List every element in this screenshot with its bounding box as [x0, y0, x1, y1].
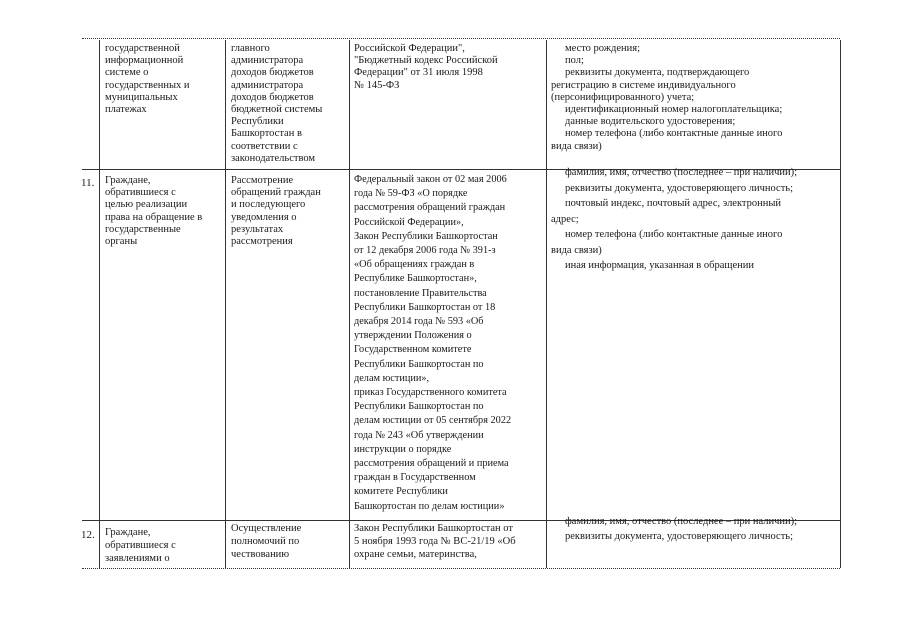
text-line: Республике Башкортостан»,: [354, 273, 477, 285]
col-line: [546, 40, 547, 568]
text-line: 5 ноября 1993 года № ВС-21/19 «Об: [354, 536, 516, 547]
text-line: полномочий по: [231, 536, 300, 547]
text-line: главного: [231, 43, 270, 54]
text-line: постановление Правительства: [354, 287, 487, 299]
row12-col2: [231, 522, 346, 568]
row12-col4: [551, 514, 835, 568]
row11-col1: [105, 175, 220, 515]
row11-col2: [231, 175, 346, 515]
text-line: инструкции о порядке: [354, 443, 452, 455]
text-line: администратора: [231, 55, 304, 67]
text-line: целью реализации: [105, 199, 188, 211]
text-line: Федеральный закон от 02 мая 2006: [354, 174, 507, 185]
text-line: органы: [105, 236, 138, 248]
text-line: номер телефона (либо контактные данные иного: [565, 128, 783, 140]
text-line: доходов бюджетов: [231, 91, 314, 103]
text-line: системе о: [105, 67, 149, 79]
text-line: почтовый индекс, почтовый адрес, электронный: [565, 198, 782, 209]
text-line: Рассмотрение: [231, 175, 294, 186]
text-line: комитете Республики: [354, 486, 448, 498]
text-line: «Об обращениях граждан в: [354, 259, 475, 271]
text-line: место рождения;: [565, 43, 641, 54]
text-line: охране семьи, материнства,: [354, 549, 477, 560]
text-line: информационной: [105, 55, 184, 67]
text-line: данные водительского удостоверения;: [565, 116, 736, 128]
text-line: приказ Государственного комитета: [354, 387, 507, 399]
text-line: обратившиеся с: [105, 187, 176, 199]
text-line: рассмотрения: [231, 236, 293, 248]
text-line: иная информация, указанная в обращении: [565, 260, 754, 271]
text-line: реквизиты документа, удостоверяющего личность;: [565, 182, 794, 194]
text-line: обращений граждан: [231, 187, 321, 199]
text-line: года № 243 «Об утверждении: [354, 429, 484, 441]
text-line: года № 59-ФЗ «О порядке: [354, 188, 468, 200]
text-line: бюджетной системы: [231, 104, 323, 116]
text-line: Республики Башкортостан от 18: [354, 301, 496, 313]
col-line: [840, 40, 841, 568]
col-line: [349, 40, 350, 568]
text-line: Федерации" от 31 июля 1998: [354, 67, 483, 79]
col-line: [225, 40, 226, 568]
row11-col3: [354, 173, 544, 518]
text-line: регистрацию в системе индивидуального: [551, 79, 736, 91]
text-line: Республики: [231, 116, 284, 128]
table-top-border: [82, 38, 840, 39]
text-line: вида связи): [551, 244, 602, 256]
row-number: 11.: [81, 177, 95, 189]
text-line: делам юстиции от 05 сентября 2022: [354, 415, 512, 427]
text-line: Республики Башкортостан по: [354, 358, 484, 370]
text-line: результатах: [231, 223, 284, 235]
col-line: [99, 40, 100, 568]
row0-col4: [551, 43, 835, 167]
text-line: Осуществление: [231, 523, 302, 534]
text-line: граждан в Государственном: [354, 472, 476, 484]
row12-col3: [354, 522, 544, 568]
text-line: государственных и: [105, 79, 190, 91]
text-line: утверждении Положения о: [354, 330, 472, 342]
text-line: Государственном комитете: [354, 344, 472, 356]
text-line: государственной: [105, 43, 180, 54]
text-line: Российской Федерации»,: [354, 216, 464, 228]
text-line: законодательством: [231, 152, 316, 164]
text-line: вида связи): [551, 140, 602, 152]
text-line: права на обращение в: [105, 211, 203, 223]
text-line: Башкортостан в: [231, 128, 302, 140]
text-line: пол;: [565, 55, 584, 67]
text-line: фамилия, имя, отчество (последнее – при наличии);: [565, 167, 798, 178]
row-number: 12.: [81, 529, 95, 541]
text-line: Закон Республики Башкортостан от: [354, 523, 513, 534]
text-line: Российской Федерации",: [354, 43, 465, 54]
text-line: уведомления о: [231, 211, 297, 223]
text-line: (персонифицированного) учета;: [551, 91, 695, 103]
text-line: доходов бюджетов: [231, 67, 314, 79]
text-line: номер телефона (либо контактные данные иного: [565, 229, 783, 240]
text-line: рассмотрения обращений и приема: [354, 458, 509, 470]
text-line: реквизиты документа, удостоверяющего личность;: [565, 531, 794, 542]
text-line: Граждане,: [105, 175, 151, 186]
text-line: соответствии с: [231, 140, 298, 152]
text-line: рассмотрения обращений граждан: [354, 202, 506, 214]
table-bottom-border: [82, 568, 840, 569]
text-line: делам юстиции»,: [354, 372, 430, 384]
row0-col3: [354, 43, 542, 167]
text-line: муниципальных: [105, 91, 178, 103]
text-line: фамилия, имя, отчество (последнее – при наличии);: [565, 516, 798, 527]
text-line: адрес;: [551, 213, 579, 225]
text-line: декабря 2014 года № 593 «Об: [354, 316, 484, 328]
text-line: № 145-ФЗ: [354, 79, 400, 91]
text-line: "Бюджетный кодекс Российской: [354, 55, 498, 67]
text-line: и последующего: [231, 199, 306, 211]
text-line: обратившиеся с: [105, 540, 176, 551]
text-line: чествованию: [231, 549, 290, 560]
row12-col1: [105, 526, 220, 568]
text-line: идентификационный номер налогоплательщика;: [565, 104, 783, 116]
text-line: Башкортостан по делам юстиции»: [354, 500, 505, 512]
row11-col4: [551, 165, 835, 315]
text-line: заявлениями о: [105, 553, 170, 564]
row0-col1: [105, 43, 220, 167]
text-line: государственные: [105, 223, 181, 235]
text-line: Граждане,: [105, 527, 151, 538]
text-line: платежах: [105, 104, 147, 116]
text-line: Республики Башкортостан по: [354, 401, 484, 413]
text-line: от 12 декабря 2006 года № 391-з: [354, 245, 496, 257]
row0-col2: [231, 43, 346, 167]
text-line: администратора: [231, 79, 304, 91]
text-line: Закон Республики Башкортостан: [354, 230, 498, 242]
text-line: реквизиты документа, подтверждающего: [565, 67, 750, 79]
